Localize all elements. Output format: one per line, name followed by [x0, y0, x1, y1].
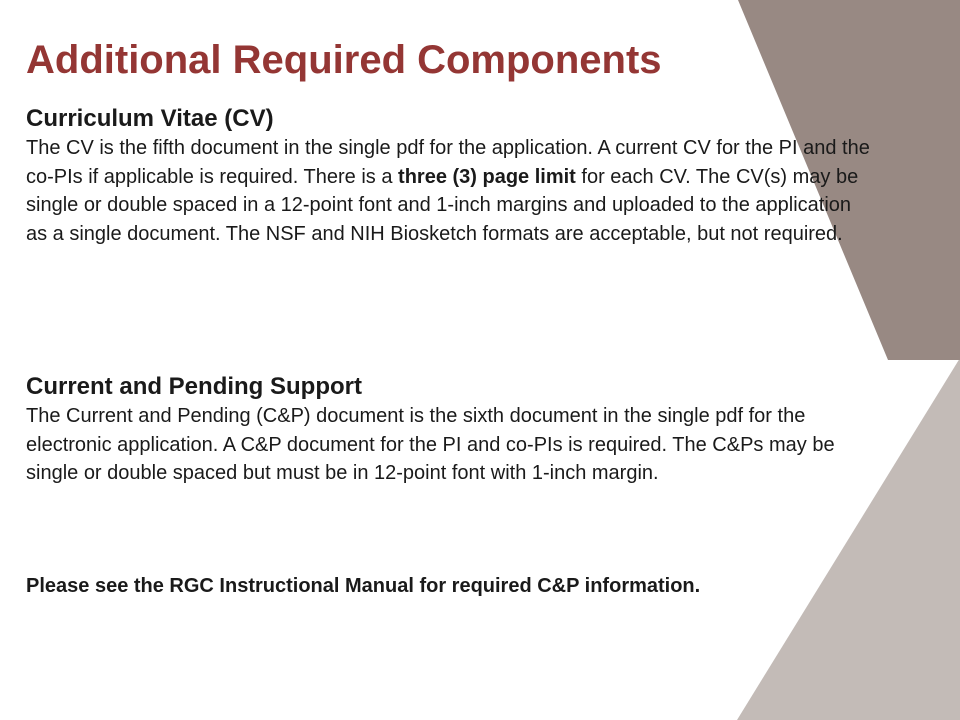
cv-text-part-1: The CV is the fifth document in the single pdf for the application. A current CV for the PI and the co-PIs if applicable is required. There is a	[26, 137, 870, 188]
current-pending-heading: Current and Pending Support	[26, 373, 362, 400]
cv-page-limit-bold: three (3) page limit	[398, 165, 576, 188]
cv-section	[26, 104, 876, 248]
slide-title: Additional Required Components	[26, 38, 662, 82]
current-pending-section	[26, 372, 876, 488]
current-pending-paragraph: The Current and Pending (C&P) document is the sixth document in the single pdf for the electronic application. A C&P document for the PI and co-PIs is required. The C&Ps may be single or double spaced but must be in 12-point font with 1-inch margin.	[26, 405, 835, 485]
cv-paragraph	[26, 134, 876, 248]
cv-heading: Curriculum Vitae (CV)	[26, 105, 274, 132]
manual-note: Please see the RGC Instructional Manual for required C&P information.	[26, 575, 701, 597]
cv-text-part-2: for each CV. The CV(s) may be single or double spaced in a 12-point font and 1-inch margins and uploaded to the application as a single document. The NSF and NIH Biosketch formats are acceptable, but not required.	[26, 165, 859, 245]
